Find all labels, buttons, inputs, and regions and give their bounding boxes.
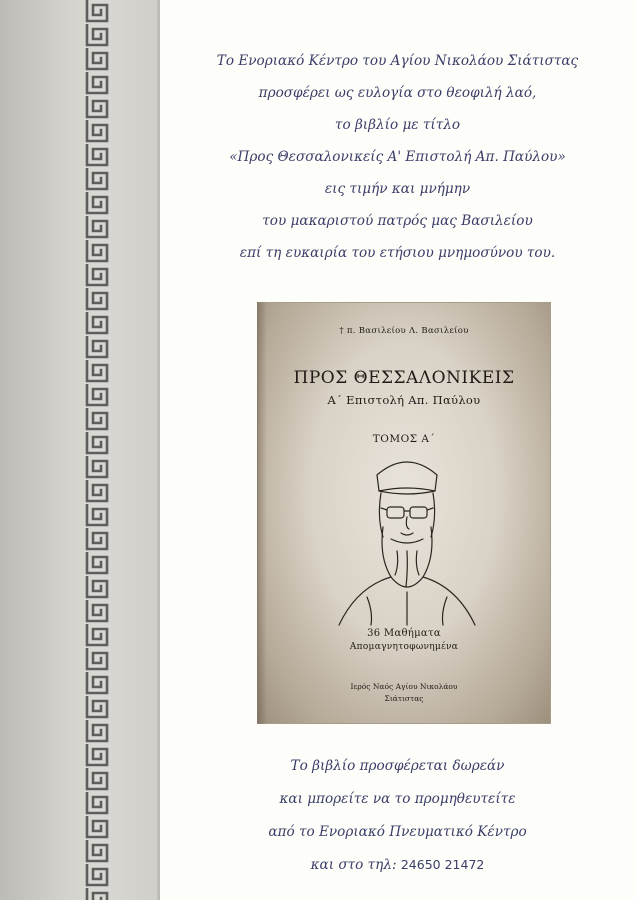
intro-line: προσφέρει ως ευλογία στο θεοφιλή λαό, [258,85,537,101]
phone-label: και στο τηλ: [310,857,397,873]
book-author: † π. Βασιλείου Λ. Βασιλείου [339,326,469,336]
book-subtitle: Α΄ Επιστολή Απ. Παύλου [327,393,481,407]
book-cover-image [257,302,551,724]
greek-key-border-icon [84,0,110,900]
intro-line: επί τη ευκαιρία του ετήσιου μνημοσύνου του. [239,245,556,261]
book-publisher-town: Σιάτιστας [384,694,424,703]
book-lessons-note: Απομαγνητοφωνημένα [349,642,459,652]
intro-line: Το Ενοριακό Κέντρο του Αγίου Νικολάου Σιάτιστας [216,53,579,69]
intro-line: το βιβλίο με τίτλο [334,117,461,133]
priest-portrait-icon [317,447,497,627]
book-lessons-count: 36 Μαθήματα [367,628,441,639]
book-title: ΠΡΟΣ ΘΕΣΣΑΛΟΝΙΚΕΙΣ [293,368,515,388]
footer-line: από το Ενοριακό Πνευματικό Κέντρο [268,824,527,840]
intro-line: εις τιμήν και μνήμην [324,181,471,197]
footer-phone-line [160,854,635,887]
book-publisher: Ιερός Ναός Αγίου Νικολάου [350,682,458,691]
footer-line: και μπορείτε να το προμηθευτείτε [279,791,516,807]
intro-text [160,50,635,274]
intro-line-book-title: «Προς Θεσσαλονικείς Α' Επιστολή Απ. Παύλου» [229,149,566,165]
phone-number: 24650 21472 [400,857,485,872]
footer-text [160,755,635,887]
book-volume: ΤΟΜΟΣ Α΄ [372,433,436,445]
book-spine-shadow [257,302,267,724]
decorative-sidebar [0,0,160,900]
intro-line: του μακαριστού πατρός μας Βασιλείου [262,213,533,229]
footer-line: Το βιβλίο προσφέρεται δωρεάν [290,758,505,774]
